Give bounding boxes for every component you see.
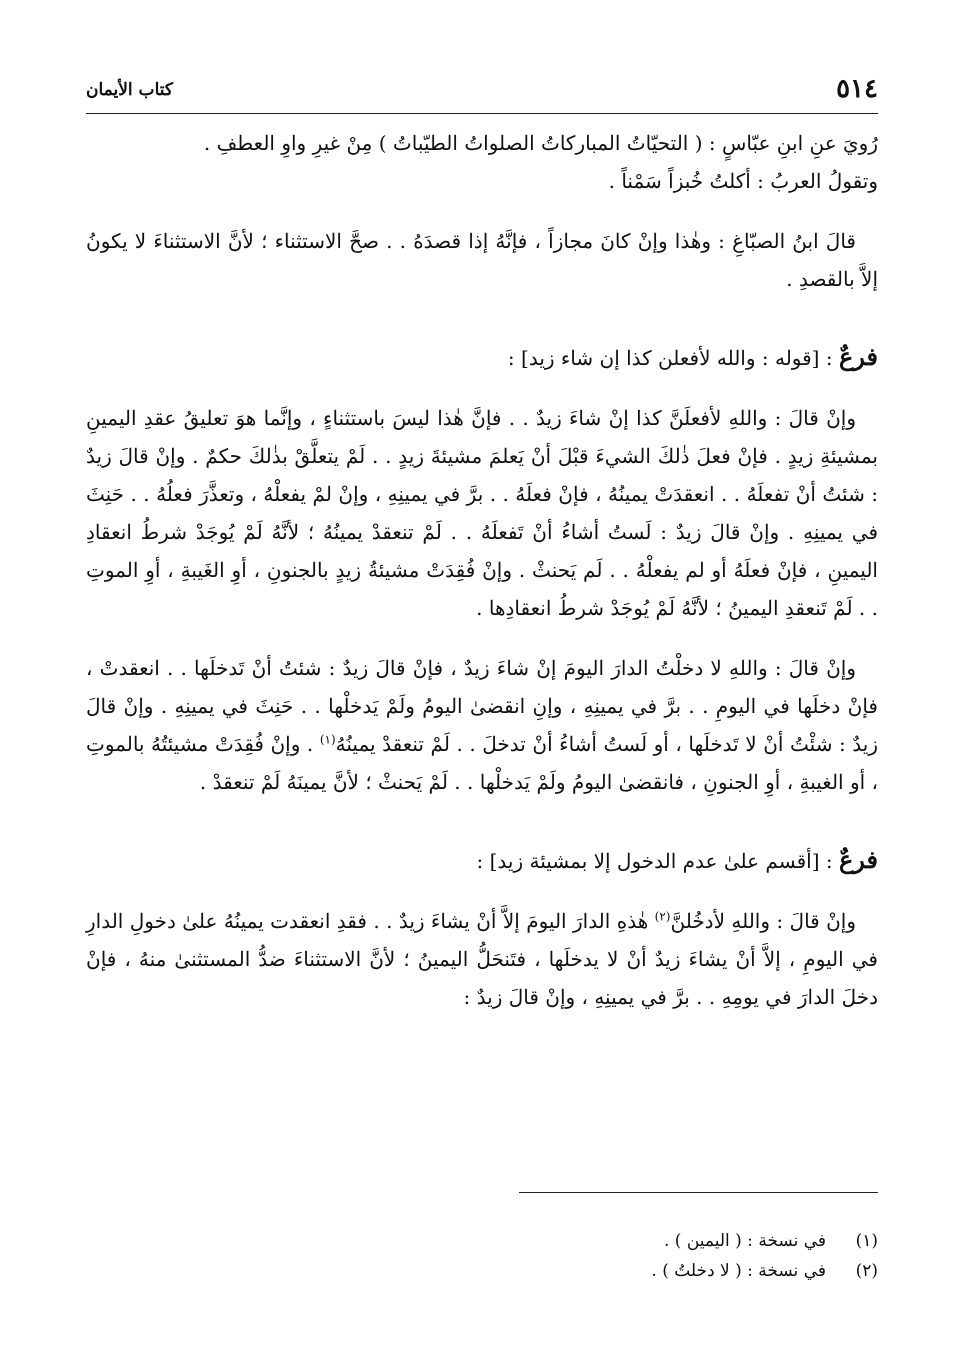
running-title: كتاب الأيمان <box>86 80 173 100</box>
paragraph-text: وإنْ قالَ : واللهِ لا دخلْتُ الدارَ اليومَ إنْ شاءَ زيدٌ ، فإنْ قالَ زيدٌ : شئتُ أنْ تَدخلَها . . انعقدتْ ، فإنْ دخلَها في اليومِ . . برَّ في يمينِهِ ، وإنِ انقضىٰ اليومُ ولَمْ يَدخلْها . . حَنِثَ في يمينِهِ . وإنْ قالَ زيدٌ : شئْتُ أنْ لا تَدخلَها ، أو لَستُ أشاءُ أنْ تدخلَ . . لَمْ تنعقدْ يمينُهُ <box>86 656 878 756</box>
branch-label: فرعٌ <box>838 342 878 371</box>
branch-title: : [قوله : والله لأفعلن كذا إن شاء زيد] : <box>507 346 833 370</box>
paragraph-text: . وإنْ فُقِدَتْ مشيئتُهُ بالموتِ ، أو الغيبةِ ، أوِ الجنونِ ، فانقضىٰ اليومُ ولَمْ يَدخلْها . . لَمْ يَحنثْ ؛ لأنَّ يمينَهُ لَمْ تنعقدْ . <box>86 732 878 794</box>
paragraph-ibn-abbas-line2: وتقولُ العربُ : أكلتُ خُبزاً سَمْناً . <box>608 169 878 193</box>
footnotes <box>86 1226 878 1286</box>
footnote-1 <box>86 1226 878 1256</box>
paragraph-gap <box>86 200 878 222</box>
footnote-number: (١) <box>855 1231 878 1251</box>
branch-heading-2 <box>86 841 878 880</box>
paragraph-if-zaid-wills: وإنْ قالَ : واللهِ لأفعلَنَّ كذا إنْ شاءَ زيدٌ . . فإنَّ هٰذا ليسَ باستثناءٍ ، وإنَّما هوَ تعليقُ عقدِ اليمينِ بمشيئةِ زيدٍ . فإنْ فعلَ ذٰلكَ الشيءَ قبْلَ أنْ يَعلمَ مشيئةَ زيدٍ . . لَمْ يتعلَّقْ بذٰلكَ حكمٌ . وإنْ قالَ زيدٌ : شئتُ أنْ تفعلَهُ . . انعقدَتْ يمينُهُ ، فإنْ فعلَهُ . . برَّ في يمينِهِ ، وإنْ لمْ يفعلْهُ ، وتعذَّرَ فعلُهُ . . حَنِثَ في يمينِهِ . وإنْ قالَ زيدٌ : لَستُ أشاءُ أنْ تَفعلَهُ . . لَمْ تنعقدْ يمينُهُ ؛ لأنَّهُ لَمْ يُوجَدْ شرطُ انعقادِ اليمينِ ، فإنْ فعلَهُ أو لم يفعلْهُ . . لَم يَحنثْ . وإنْ فُقِدَتْ مشيئةُ زيدٍ بالجنونِ ، أوِ الغَيبةِ ، أوِ الموتِ . . لَمْ تَنعقدِ اليمينُ ؛ لأنَّهُ لَمْ يُوجَدْ شرطُ انعقادِها . <box>86 406 879 620</box>
branch-title: : [أقسم علىٰ عدم الدخول إلا بمشيئة زيد] : <box>476 849 833 873</box>
paragraph-ibn-alsabbagh: قالَ ابنُ الصبّاغِ : وهٰذا وإنْ كانَ مجازاً ، فإنَّهُ إذا قصدَهُ . . صحَّ الاستثناء ؛ لأنَّ الاستثناءَ لا يكونُ إلاَّ بالقصدِ . <box>86 229 878 291</box>
paragraph-text: هٰذهِ الدارَ اليومَ إلاَّ أنْ يشاءَ زيدٌ . . فقدِ انعقدت يمينُهُ علىٰ دخولِ الدارِ في اليومِ ، إلاَّ أنْ يشاءَ زيدٌ أنْ لا يدخلَها ، فتَنحَلُّ اليمينُ ؛ لأنَّ الاستثناءَ ضدُّ المستثنىٰ منهُ ، فإنْ دخلَ الدارَ في يومِهِ . . برَّ في يمينِهِ ، وإنْ قالَ زيدٌ : <box>86 909 878 1009</box>
page-header <box>86 70 878 114</box>
footnote-number: (٢) <box>855 1261 878 1281</box>
section-gap <box>86 298 878 338</box>
footnote-rule <box>519 1192 878 1193</box>
paragraph-gap <box>86 377 878 399</box>
footnote-2 <box>86 1256 878 1286</box>
main-text <box>86 124 878 1016</box>
section-gap <box>86 801 878 841</box>
footnote-marker-2[interactable]: (٢) <box>654 909 671 924</box>
footnote-text: في نسخة : ( لا دخلتُ ) . <box>651 1261 826 1281</box>
branch-heading-1 <box>86 338 878 377</box>
branch-label: فرعٌ <box>838 845 878 874</box>
page-number: ٥١٤ <box>836 74 878 104</box>
paragraph-ibn-abbas-line1: رُويَ عنِ ابنِ عبّاسٍ : ( التحيّاتُ المباركاتُ الصلواتُ الطيّباتُ ) مِنْ غيرِ واوِ العطفِ . <box>203 131 878 155</box>
footnote-marker-1[interactable]: (١) <box>319 732 336 747</box>
paragraph-text: وإنْ قالَ : واللهِ لأدخُلنَّ <box>670 909 857 933</box>
paragraph-enter-house-today <box>86 649 878 801</box>
header-rule <box>86 113 878 114</box>
paragraph-unless-zaid-wills <box>86 902 878 1016</box>
paragraph-gap <box>86 627 878 649</box>
footnote-text: في نسخة : ( اليمين ) . <box>663 1231 826 1251</box>
paragraph-gap <box>86 880 878 902</box>
